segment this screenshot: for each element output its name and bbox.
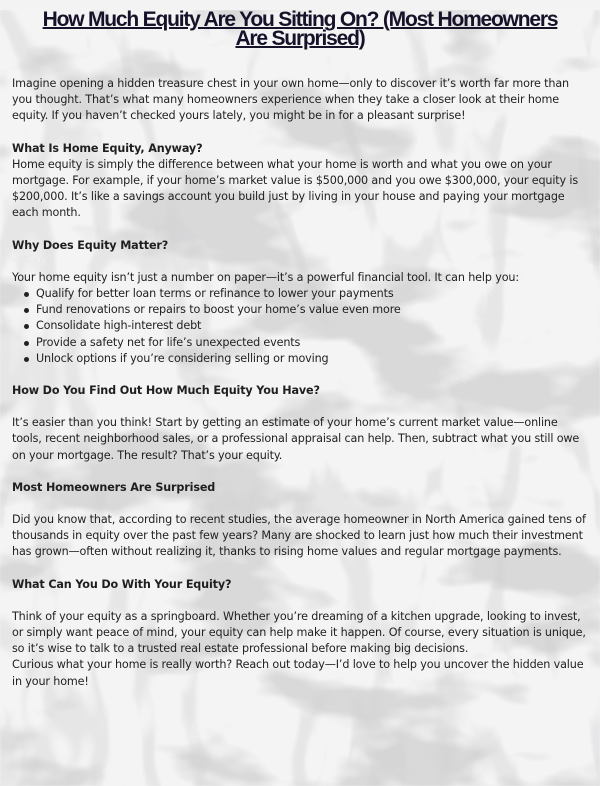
section-body-find-equity: It’s easier than you think! Start by getting an estimate of your home’s current market value—online tools, recent neighborhood sales, or a professional appraisal can help. Then, subtract what you still owe on your mortgage. The result? That’s your equity. bbox=[12, 416, 580, 462]
closing-paragraph: Curious what your home is really worth? Reach out today—I’d love to help you uncover the hidden value in your home! bbox=[12, 658, 584, 688]
bullet-icon bbox=[24, 292, 29, 297]
section-heading-find-equity: How Do You Find Out How Much Equity You Have? bbox=[12, 384, 320, 398]
section-body-why-equity: Your home equity isn’t just a number on paper—it’s a powerful financial tool. It can help you: bbox=[12, 270, 519, 284]
page-title bbox=[12, 10, 588, 48]
section-body-use-equity: Think of your equity as a springboard. Whether you’re dreaming of a kitchen upgrade, looking to invest, or simply want peace of mind, your equity can help make it happen. Of course, every situation is unique, so it’s wise to talk to a trusted real estate professional before making big decisions. bbox=[12, 609, 586, 656]
section-heading-use-equity: What Can You Do With Your Equity? bbox=[12, 577, 232, 591]
list-item: Qualify for better loan terms or refinance to lower your payments bbox=[24, 286, 588, 302]
title-line-2: Are Surprised) bbox=[235, 27, 365, 50]
article-body bbox=[12, 76, 588, 690]
section-heading-home-equity: What Is Home Equity, Anyway? bbox=[12, 141, 203, 155]
intro-paragraph: Imagine opening a hidden treasure chest in your own home—only to discover it’s worth far more than you thought. That’s what many homeowners experience when they take a closer look at their home equity. If you haven’t checked yours lately, you might be in for a pleasant surprise! bbox=[12, 77, 569, 123]
bullet-icon bbox=[24, 341, 29, 346]
title-line-1: How Much Equity Are You Sitting On? (Most Homeowners bbox=[42, 8, 558, 31]
document-page bbox=[0, 10, 600, 690]
bullet-icon bbox=[24, 308, 29, 313]
section-body-home-equity: Home equity is simply the difference between what your home is worth and what you owe on your mortgage. For example, if your home’s market value is $500,000 and you owe $300,000, your equity is $200,000. It’s like a savings account you build just by living in your house and paying your mortgage each month. bbox=[12, 157, 579, 220]
section-heading-surprised: Most Homeowners Are Surprised bbox=[12, 480, 216, 494]
list-item: Consolidate high-interest debt bbox=[24, 318, 588, 334]
section-heading-why-equity: Why Does Equity Matter? bbox=[12, 238, 169, 252]
list-item: Provide a safety net for life’s unexpected events bbox=[24, 335, 588, 351]
section-body-surprised: Did you know that, according to recent studies, the average homeowner in North America gained tens of thousands in equity over the past few years? Many are shocked to learn just how much their investment has grown—often without realizing it, thanks to rising home values and regular mortgage payments. bbox=[12, 513, 586, 559]
list-item: Fund renovations or repairs to boost your home’s value even more bbox=[24, 302, 588, 318]
benefits-list bbox=[12, 286, 588, 367]
bullet-icon bbox=[24, 357, 29, 362]
bullet-icon bbox=[24, 324, 29, 329]
list-item: Unlock options if you’re considering selling or moving bbox=[24, 351, 588, 367]
